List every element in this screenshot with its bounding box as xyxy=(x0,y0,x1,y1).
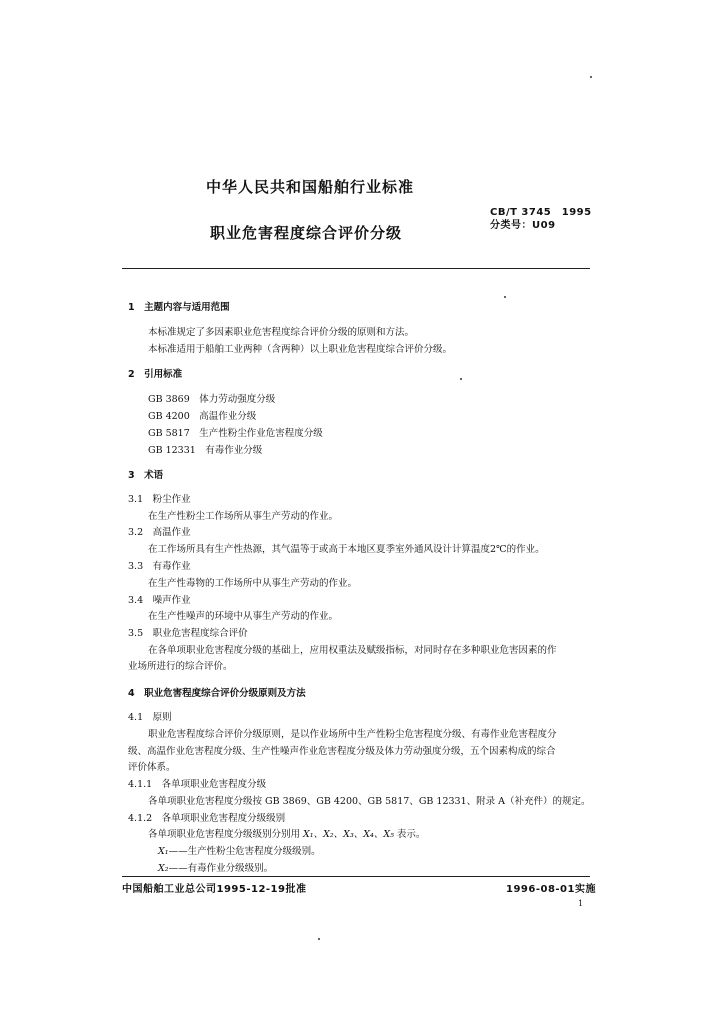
section-4-1-1-heading: 4.1.1 各单项职业危害程度分级 xyxy=(128,779,267,790)
reference-item: GB 5817 生产性粉尘作业危害程度分级 xyxy=(148,428,323,439)
term-3-3-definition: 在生产性毒物的工作场所中从事生产劳动的作业。 xyxy=(148,578,358,589)
variable-x2-definition xyxy=(158,860,273,874)
footer-divider xyxy=(122,876,590,877)
section-4-1-line-3: 评价体系。 xyxy=(128,762,176,773)
section-4-1-2-text xyxy=(148,826,425,840)
effective-date: 1996-08-01实施 xyxy=(506,884,596,895)
header-divider xyxy=(122,268,590,269)
scan-speck xyxy=(504,296,506,298)
variable-x1-text: ——生产性粉尘危害程度分级级别。 xyxy=(168,846,321,857)
variable-list: X₁、X₂、X₃、X₄、X₅ xyxy=(303,829,394,840)
section-4-1-1-text: 各单项职业危害程度分级按 GB 3869、GB 4200、GB 5817、GB 12331、附录 A（补充件）的规定。 xyxy=(148,796,591,807)
variable-x2-text: ——有毒作业分级级别。 xyxy=(168,863,274,874)
classification-number: 分类号：U09 xyxy=(490,220,556,231)
term-3-1-heading: 3.1 粉尘作业 xyxy=(128,494,191,505)
section-3-title: 3 术语 xyxy=(128,470,164,481)
page-number: 1 xyxy=(578,899,584,908)
section-4-1-heading: 4.1 原则 xyxy=(128,712,172,723)
term-3-2-definition: 在工作场所具有生产性热源，其气温等于或高于本地区夏季室外通风设计计算温度2℃的作业。 xyxy=(148,544,545,555)
standard-number: CB/T 3745 1995 xyxy=(490,207,592,218)
section-4-1-line-1: 职业危害程度综合评价分级原则，是以作业场所中生产性粉尘危害程度分级、有毒作业危害程度分 xyxy=(148,729,557,740)
term-3-1-definition: 在生产性粉尘工作场所从事生产劳动的作业。 xyxy=(148,511,339,522)
term-3-5-definition-line-1: 在各单项职业危害程度分级的基础上，应用权重法及赋级指标，对同时存在多种职业危害因素的作 xyxy=(148,645,557,656)
reference-item: GB 12331 有毒作业分级 xyxy=(148,445,263,456)
variable-x1-definition xyxy=(158,843,321,857)
scan-speck xyxy=(590,76,592,78)
variable-x1: X₁ xyxy=(158,846,169,857)
term-3-4-heading: 3.4 噪声作业 xyxy=(128,595,191,606)
term-3-4-definition: 在生产性噪声的环境中从事生产劳动的作业。 xyxy=(148,611,339,622)
section-1-paragraph-1: 本标准规定了多因素职业危害程度综合评价分级的原则和方法。 xyxy=(148,327,415,338)
document-title: 职业危害程度综合评价分级 xyxy=(210,224,403,242)
section-4-1-2-text-a: 各单项职业危害程度分级级别分别用 xyxy=(148,829,304,840)
section-4-1-2-text-b: 表示。 xyxy=(393,829,426,840)
term-3-3-heading: 3.3 有毒作业 xyxy=(128,561,191,572)
reference-item: GB 4200 高温作业分级 xyxy=(148,411,257,422)
section-4-1-2-heading: 4.1.2 各单项职业危害程度分级级别 xyxy=(128,813,286,824)
reference-item: GB 3869 体力劳动强度分级 xyxy=(148,394,276,405)
scan-speck xyxy=(318,938,320,940)
section-1-paragraph-2: 本标准适用于船舶工业两种（含两种）以上职业危害程度综合评价分级。 xyxy=(148,344,453,355)
term-3-5-definition-line-2: 业场所进行的综合评价。 xyxy=(128,661,233,672)
issuer-approval: 中国船舶工业总公司1995-12-19批准 xyxy=(122,884,307,895)
term-3-2-heading: 3.2 高温作业 xyxy=(128,527,191,538)
scan-speck xyxy=(460,378,462,380)
section-4-1-line-2: 级、高温作业危害程度分级、生产性噪声作业危害程度分级及体力劳动强度分级，五个因素构成的综合 xyxy=(128,746,556,757)
variable-x2: X₂ xyxy=(158,863,169,874)
section-2-title: 2 引用标准 xyxy=(128,369,183,380)
org-standard-title: 中华人民共和国船舶行业标准 xyxy=(206,178,415,196)
section-1-title: 1 主题内容与适用范围 xyxy=(128,302,230,313)
section-4-title: 4 职业危害程度综合评价分级原则及方法 xyxy=(128,688,306,699)
term-3-5-heading: 3.5 职业危害程度综合评价 xyxy=(128,628,248,639)
